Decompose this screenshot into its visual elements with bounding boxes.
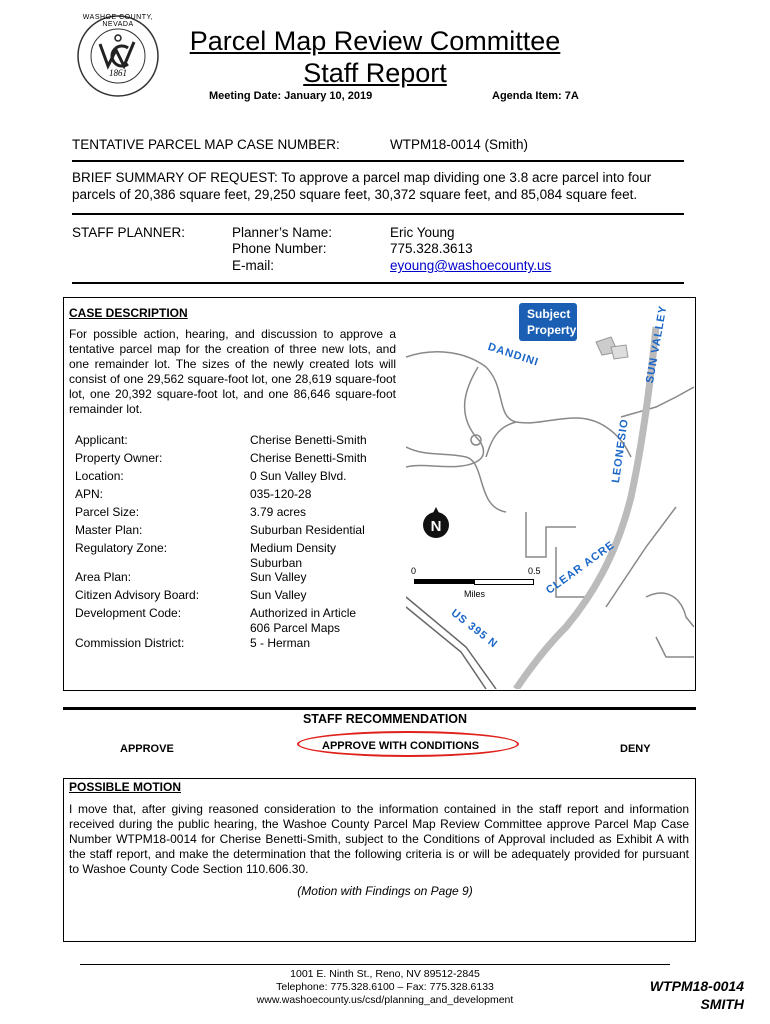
- case-detail-value: 035-120-28: [250, 487, 312, 501]
- case-description-heading: CASE DESCRIPTION: [69, 306, 188, 320]
- north-arrow-icon: [422, 507, 450, 539]
- case-detail-label: Development Code:: [75, 606, 182, 620]
- subject-property-callout: [519, 303, 577, 341]
- motion-note: (Motion with Findings on Page 9): [297, 884, 473, 898]
- subject-line-2: Property: [527, 323, 577, 337]
- meeting-date: Meeting Date: January 10, 2019: [209, 90, 373, 102]
- planner-name-label: Planner’s Name:: [232, 225, 333, 240]
- planner-email-label: E-mail:: [232, 258, 275, 273]
- case-detail-label: Parcel Size:: [75, 505, 140, 519]
- case-detail-label: Citizen Advisory Board:: [75, 588, 200, 602]
- planner-email-link[interactable]: eyoung@washoecounty.us: [390, 258, 552, 273]
- case-detail-label: Location:: [75, 469, 124, 483]
- road-label-sun-valley: SUN VALLEY: [644, 304, 670, 385]
- possible-motion-text: I move that, after giving reasoned consideration to the information contained in the staff report and information received during the public hearing, the Washoe County Parcel Map Review Committee approve Parcel Map Case Number WTPM18-0014 for Cherise Benetti-Smith, subject to the Conditions of Approval included as Exhibit A with the staff report, and make the determination that the following criteria is or will be adequately provided for pursuant to Washoe County Code Section 110.606.30.: [69, 802, 689, 876]
- option-approve: APPROVE: [120, 743, 174, 755]
- planner-phone-label: Phone Number:: [232, 241, 327, 256]
- scale-bar: [414, 579, 534, 585]
- road-label-clear-acre: CLEAR ACRE: [544, 538, 618, 597]
- divider: [72, 213, 684, 215]
- divider: [72, 160, 684, 162]
- agenda-item: Agenda Item: 7A: [492, 90, 579, 102]
- staff-recommendation-title: STAFF RECOMMENDATION: [302, 712, 468, 726]
- divider: [72, 282, 684, 284]
- road-label-leonesio: LEONESIO: [610, 417, 631, 484]
- case-detail-value: Cherise Benetti-Smith: [250, 433, 367, 447]
- scale-zero: 0: [411, 566, 417, 576]
- road-label-us395: US 395 N: [448, 607, 500, 651]
- planner-phone: 775.328.3613: [390, 241, 473, 256]
- footer-case-number: WTPM18-0014: [649, 978, 744, 994]
- case-detail-value: 606 Parcel Maps: [250, 621, 341, 635]
- case-detail-value: Medium Density: [250, 541, 337, 555]
- case-detail-label: APN:: [75, 487, 104, 501]
- case-number: WTPM18-0014 (Smith): [390, 137, 529, 152]
- case-detail-label: Regulatory Zone:: [75, 541, 168, 555]
- case-detail-value: Cherise Benetti-Smith: [250, 451, 367, 465]
- case-detail-label: Applicant:: [75, 433, 128, 447]
- planner-name: Eric Young: [390, 225, 455, 240]
- scale-half: 0.5: [528, 566, 541, 576]
- footer-web: www.washoecounty.us/csd/planning_and_development: [256, 994, 514, 1006]
- case-detail-value: Authorized in Article: [250, 606, 357, 620]
- case-detail-value: Sun Valley: [250, 588, 307, 602]
- case-description-text: For possible action, hearing, and discussion to approve a tentative parcel map for the creation of three new lots, and one remainder lot. The sizes of the newly created lots will consist of one 29,562 square-foot lot, one 28,619 square-foot lot, one 20,392 square-foot lot, and one 86,646 square-foot remainder lot.: [69, 327, 396, 416]
- option-deny: DENY: [620, 743, 651, 755]
- case-number-label: TENTATIVE PARCEL MAP CASE NUMBER:: [72, 137, 340, 152]
- report-title: Parcel Map Review Committee: [189, 26, 561, 56]
- case-detail-label: Area Plan:: [75, 570, 132, 584]
- brief-summary: BRIEF SUMMARY OF REQUEST: To approve a parcel map dividing one 3.8 acre parcel into four parcels of 20,386 square feet, 29,250 square feet, 30,372 square feet, and 85,084 square feet.: [72, 170, 652, 202]
- case-detail-value: 0 Sun Valley Blvd.: [250, 469, 347, 483]
- case-detail-value: 5 - Herman: [250, 636, 311, 650]
- footer-divider: [80, 964, 670, 965]
- road-label-dandini: DANDINI: [486, 341, 541, 369]
- case-detail-value: Suburban Residential: [250, 523, 365, 537]
- footer-address: 1001 E. Ninth St., Reno, NV 89512-2845: [290, 968, 480, 980]
- divider: [63, 707, 696, 710]
- selected-recommendation-highlight: [297, 731, 519, 757]
- case-detail-value: Suburban: [250, 556, 303, 570]
- report-subtitle: Staff Report: [303, 58, 447, 88]
- seal-text: WASHOE COUNTY, NEVADA: [82, 14, 154, 28]
- case-detail-value: 3.79 acres: [250, 505, 307, 519]
- subject-line-1: Subject: [527, 307, 571, 321]
- option-approve-with-conditions: APPROVE WITH CONDITIONS: [322, 740, 480, 752]
- case-detail-label: Commission District:: [75, 636, 185, 650]
- footer-phone: Telephone: 775.328.6100 – Fax: 775.328.6133: [276, 981, 494, 993]
- case-detail-value: Sun Valley: [250, 570, 307, 584]
- seal-year: 1861: [109, 68, 127, 78]
- case-detail-label: Property Owner:: [75, 451, 163, 465]
- case-detail-label: Master Plan:: [75, 523, 143, 537]
- footer-case-name: SMITH: [700, 996, 744, 1012]
- scale-unit: Miles: [464, 589, 486, 599]
- footer-case-id: [632, 977, 744, 1013]
- staff-planner-label: STAFF PLANNER:: [72, 225, 186, 240]
- north-letter: N: [430, 518, 442, 535]
- possible-motion-heading: POSSIBLE MOTION: [69, 780, 182, 794]
- vicinity-map: [406, 297, 694, 689]
